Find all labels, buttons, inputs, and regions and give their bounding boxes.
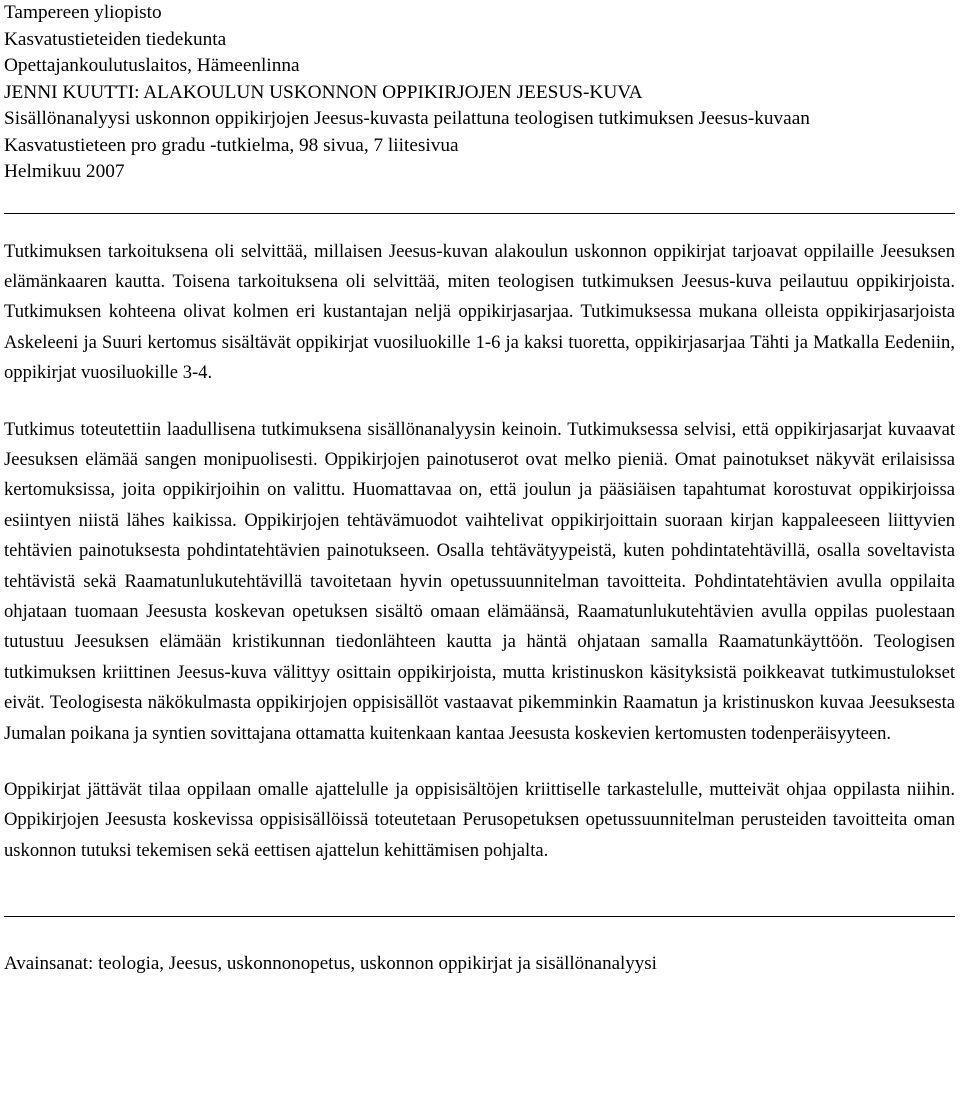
abstract-paragraph-3: Oppikirjat jättävät tilaa oppilaan omalle ajattelulle ja oppisisältöjen kriittiselle tarkastelulle, mutteivät ohjaa oppilasta niihin. Oppikirjojen Jeesusta koskevissa oppisisällöissä toteutetaan Perusopetuksen opetussuunnitelman perusteiden tavoitteita oman uskonnon tutuksi tekemisen sekä eettisen ajattelun kehittämisen pohjalta. xyxy=(4,779,955,861)
document-header xyxy=(4,0,955,186)
abstract-paragraph-1: Tutkimuksen tarkoituksena oli selvittää, millaisen Jeesus-kuvan alakoulun uskonnon oppikirjat tarjoavat oppilaille Jeesuksen elämänkaaren kautta. Toisena tarkoituksena oli selvittää, miten teologisen tutkimuksen Jeesus-kuva peilautuu oppikirjoista. Tutkimuksen kohteena olivat kolmen eri kustantajan neljä oppikirjasarjaa. Tutkimuksessa mukana olleista oppikirjasarjoista Askeleeni ja Suuri kertomus sisältävät oppikirjat vuosiluokille 1-6 ja kaksi tuoretta, oppikirjasarjaa Tähti ja Matkalla Eedeniin, oppikirjat vuosiluokille 3-4. xyxy=(4,240,955,384)
faculty-line: Kasvatustieteiden tiedekunta xyxy=(4,28,227,50)
thesis-info-line: Kasvatustieteen pro gradu -tutkielma, 98 sivua, 7 liitesivua xyxy=(4,134,459,156)
department-line: Opettajankoulutuslaitos, Hämeenlinna xyxy=(4,55,300,76)
document-page xyxy=(4,0,955,977)
abstract-body xyxy=(4,237,955,867)
bottom-divider xyxy=(4,916,955,917)
author-title-line: JENNI KUUTTI: ALAKOULUN USKONNON OPPIKIRJOJEN JEESUS-KUVA xyxy=(4,81,643,103)
university-line: Tampereen yliopisto xyxy=(4,2,162,23)
keywords-line: Avainsanat: teologia, Jeesus, uskonnonopetus, uskonnon oppikirjat ja sisällönanalyysi xyxy=(4,953,657,975)
abstract-paragraph-2: Tutkimus toteutettiin laadullisena tutkimuksena sisällönanalyysin keinoin. Tutkimuksessa selvisi, että oppikirjasarjat kuvaavat Jeesuksen elämää sangen monipuolisesti. Oppikirjojen painotuserot ovat melko pieniä. Omat painotukset näkyvät erilaisissa kertomuksissa, joita oppikirjoihin on valittu. Huomattavaa on, että joulun ja pääsiäisen tapahtumat korostuvat oppikirjoissa esiintyen niistä lähes kaikissa. Oppikirjojen tehtävämuodot vaihtelivat oppikirjoittain suoraan kirjan kappaleeseen liittyvien tehtävien painotuksesta pohdintatehtävien painotukseen. Osalla tehtävätyypeistä, kuten pohdintatehtävillä, osalla soveltavista tehtävistä sekä Raamatunlukutehtävillä tavoitetaan hyvin opetussuunnitelman tavoitteita. Pohdintatehtävien avulla oppilaita ohjataan tuomaan Jeesusta koskevan opetuksen sisältö omaan elämäänsä, Raamatunlukutehtävien avulla oppilas puolestaan tutustuu Jeesuksen elämään kristikunnan tiedonlähteen kautta ja häntä ohjataan samalla Raamatunkäyttöön. Teologisen tutkimuksen kriittinen Jeesus-kuva välittyy osittain oppikirjoista, mutta kristinuskon käsityksistä poikkeavat tutkimustulokset eivät. Teologisesta näkökulmasta oppikirjojen oppisisällöt vastaavat pikemminkin Raamatun ja kristinuskon kuvaa Jeesuksesta Jumalan poikana ja syntien sovittajana ottamatta kuitenkaan kantaa Jeesusta koskevien kertomusten todenperäisyyteen. xyxy=(4,418,955,744)
top-divider xyxy=(4,213,955,214)
subtitle-line: Sisällönanalyysi uskonnon oppikirjojen Jeesus-kuvasta peilattuna teologisen tutkimuksen Jeesus-kuvaan xyxy=(4,108,810,129)
date-line: Helmikuu 2007 xyxy=(4,161,125,182)
